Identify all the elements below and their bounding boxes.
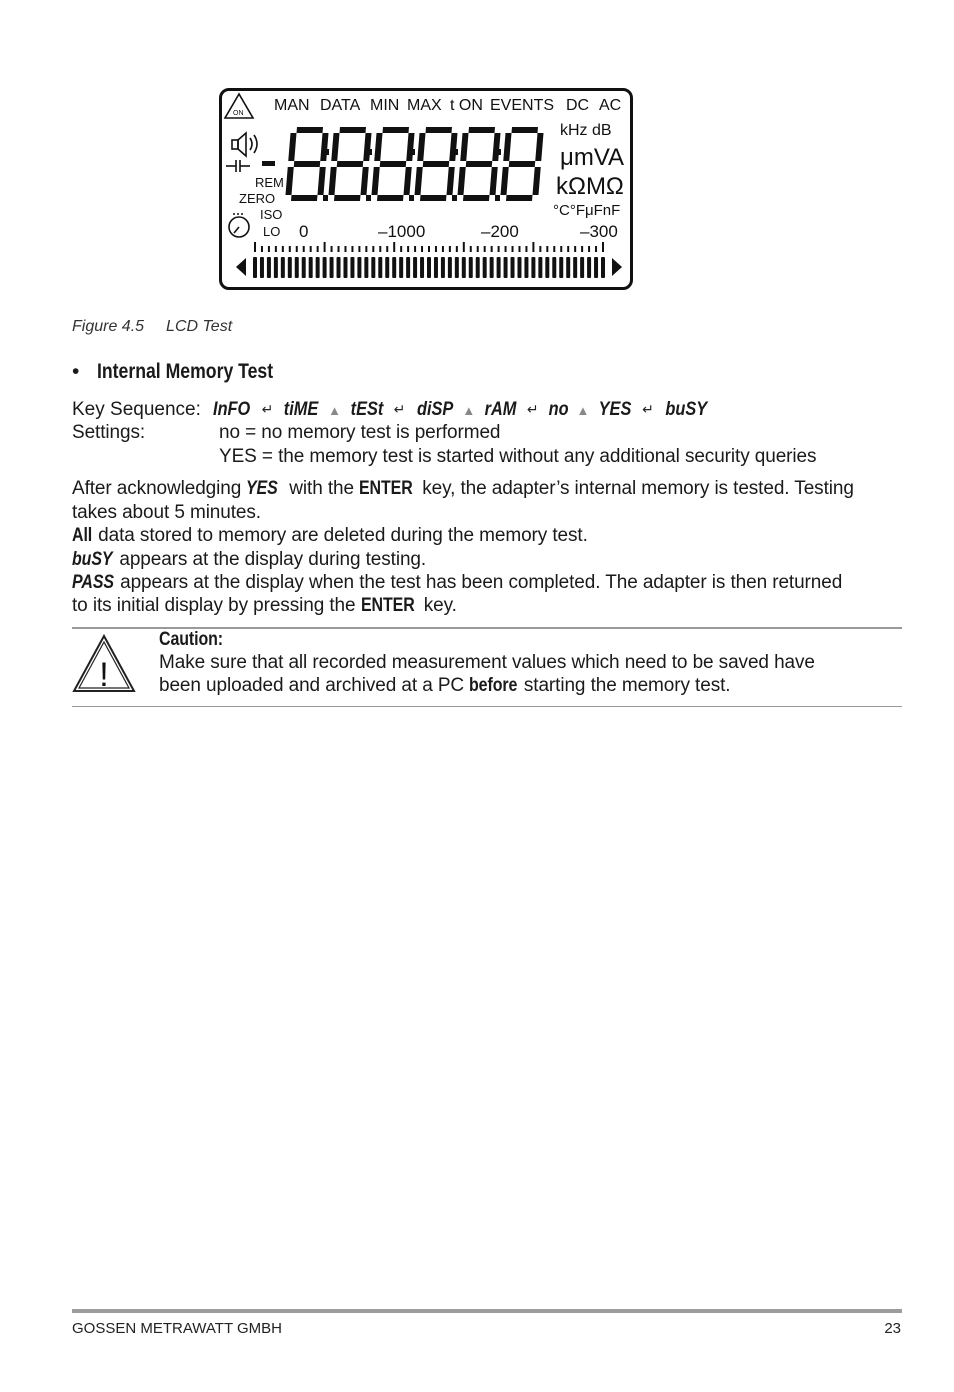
enter-key-icon: ↵: [261, 401, 274, 417]
bargraph-segment: [434, 257, 438, 278]
digit-segment: [331, 133, 339, 161]
caution-line-2: [159, 674, 730, 698]
digit-segment: [423, 161, 449, 167]
up-arrow-icon: ▲: [462, 403, 476, 418]
scale-tick: [442, 246, 444, 252]
bargraph-segment: [288, 257, 292, 278]
bargraph-segment: [531, 257, 535, 278]
bargraph-segment: [469, 257, 473, 278]
lcd-units-kohm-mohm: kΩMΩ: [556, 173, 624, 200]
digit-segment: [285, 167, 293, 195]
bargraph-segment: [406, 257, 410, 278]
bargraph-segment: [559, 257, 563, 278]
settings-label: Settings:: [72, 422, 146, 443]
paragraph-pass-cont: [72, 594, 457, 618]
bargraph-segment: [260, 257, 264, 278]
scale-tick: [400, 246, 402, 252]
pass-keyword: PASS: [72, 572, 114, 593]
digit-segment: [288, 133, 296, 161]
scale-tick: [421, 246, 423, 252]
caution-warning-icon: [72, 633, 136, 693]
scale-tick: [296, 246, 298, 252]
scale-tick: [505, 246, 507, 252]
bargraph-segment: [524, 257, 528, 278]
digit-segment: [360, 167, 368, 195]
bargraph-right-arrow-icon: [612, 258, 622, 276]
lcd-scale-0: 0: [299, 222, 309, 241]
scale-tick: [518, 246, 520, 252]
bargraph-left-arrow-icon: [236, 258, 246, 276]
scale-tick: [602, 242, 604, 252]
lcd-label-dc: DC: [566, 97, 590, 114]
decimal-point: [495, 195, 500, 201]
enter-key-icon: ↵: [393, 401, 406, 417]
bargraph-segment: [309, 257, 313, 278]
digit-segment: [363, 133, 371, 161]
digit-segment: [492, 133, 500, 161]
lcd-scale-ticks: [254, 242, 604, 252]
lcd-label-zero: ZERO: [239, 191, 276, 206]
bargraph-segment: [330, 257, 334, 278]
settings-line-yes: YES = the memory test is started without any additional security queries: [219, 446, 817, 467]
digit-segment: [371, 167, 379, 195]
digit-segment: [383, 127, 409, 133]
exclamation-glyph: !: [99, 656, 109, 693]
scale-tick: [574, 246, 576, 252]
bargraph-segment: [462, 257, 466, 278]
figure-caption: [72, 318, 232, 336]
bargraph-segment: [448, 257, 452, 278]
digit-segment: [469, 127, 495, 133]
scale-tick: [310, 246, 312, 252]
scale-tick: [456, 246, 458, 252]
text-run: key.: [418, 595, 457, 616]
bargraph-segment: [267, 257, 271, 278]
before-keyword: before: [469, 675, 518, 696]
lcd-units-khz-db: kHz dB: [560, 122, 612, 139]
scale-tick: [539, 246, 541, 252]
bargraph-segment: [399, 257, 403, 278]
bargraph-segment: [552, 257, 556, 278]
bargraph-segment: [566, 257, 570, 278]
scale-tick: [435, 246, 437, 252]
scale-tick: [338, 246, 340, 252]
scale-tick: [358, 246, 360, 252]
enter-keyword: ENTER: [360, 595, 415, 616]
digit-segment: [503, 133, 511, 161]
key-sequence-line: [72, 398, 711, 423]
digit-segment: [463, 195, 489, 201]
colon-dot: [453, 149, 458, 155]
bargraph-segment: [517, 257, 521, 278]
scale-tick: [365, 246, 367, 252]
scale-tick: [553, 246, 555, 252]
scale-tick: [386, 246, 388, 252]
key-sequence-label: Key Sequence:: [72, 399, 201, 420]
text-run: key, the adapter’s internal memory is tested. Testing: [417, 478, 854, 499]
bargraph-segment: [316, 257, 320, 278]
text-run: After acknowledging: [72, 478, 247, 499]
footer-page-number: 23: [884, 1320, 901, 1337]
busy-keyword: buSY: [72, 549, 113, 570]
scale-tick: [254, 242, 256, 252]
timer-icon: [229, 214, 249, 237]
lcd-label-ton: t ON: [450, 97, 483, 114]
digit-segment: [417, 133, 425, 161]
bargraph-segment: [490, 257, 494, 278]
lcd-scale-1000: –1000: [378, 222, 426, 241]
bargraph-segment: [504, 257, 508, 278]
digit-segment: [532, 167, 540, 195]
settings-line-no: no = no memory test is performed: [219, 422, 501, 443]
caution-title-text: Caution:: [159, 629, 224, 650]
scale-tick: [372, 246, 374, 252]
lcd-label-lo: LO: [263, 224, 281, 239]
scale-tick: [560, 246, 562, 252]
key-sequence-steps: [210, 399, 710, 420]
digit-segment: [297, 127, 323, 133]
yes-keyword: YES: [246, 478, 279, 499]
lcd-label-data: DATA: [320, 97, 361, 114]
decimal-point: [323, 195, 328, 201]
bargraph-segment: [587, 257, 591, 278]
bargraph-segment: [545, 257, 549, 278]
digit-segment: [374, 133, 382, 161]
figure-number: Figure 4.5: [72, 318, 145, 335]
bargraph-segment: [427, 257, 431, 278]
digit-segment: [535, 133, 543, 161]
digit-segment: [406, 133, 414, 161]
up-arrow-icon: ▲: [328, 403, 341, 418]
bargraph-segment: [455, 257, 459, 278]
caution-title: [159, 628, 235, 652]
text-run: with the: [284, 478, 360, 499]
bargraph-segment: [497, 257, 501, 278]
paragraph-acknowledge: [72, 477, 854, 501]
bargraph-segment: [302, 257, 306, 278]
key-step: tESt: [350, 399, 383, 420]
lcd-on-label: ON: [233, 110, 244, 117]
scale-tick: [477, 246, 479, 252]
footer-rule: [72, 1309, 902, 1313]
decimal-point: [452, 195, 457, 201]
bargraph-segment: [385, 257, 389, 278]
digit-segment: [328, 167, 336, 195]
bargraph-segment: [281, 257, 285, 278]
capacitor-icon: [226, 160, 250, 172]
lcd-label-min: MIN: [370, 97, 400, 114]
digit-segment: [489, 167, 497, 195]
paragraph-deleted: [72, 524, 588, 548]
colon-dot: [367, 149, 372, 155]
bullet: •: [72, 360, 80, 383]
digit-segment: [337, 161, 363, 167]
lcd-scale-300: –300: [580, 222, 618, 241]
digit-segment: [512, 127, 538, 133]
text-run: data stored to memory are deleted during the memory test.: [92, 525, 588, 546]
bargraph-segment: [253, 257, 257, 278]
section-heading: [72, 360, 307, 384]
scale-tick: [324, 242, 326, 252]
bargraph-segment: [364, 257, 368, 278]
scale-tick: [588, 246, 590, 252]
digit-segment: [320, 133, 328, 161]
key-step: no: [548, 399, 569, 420]
caution-bottom-rule: [72, 706, 902, 707]
footer-company: GOSSEN METRAWATT GMBH: [72, 1320, 283, 1337]
scale-tick: [407, 246, 409, 252]
lcd-label-max: MAX: [407, 97, 442, 114]
decimal-point: [409, 195, 414, 201]
bargraph-segment: [413, 257, 417, 278]
digit-segment: [466, 161, 492, 167]
colon-dot: [496, 149, 501, 155]
digit-segment: [446, 167, 454, 195]
key-step: YES: [598, 399, 632, 420]
text-run: appears at the display during testing.: [114, 549, 427, 570]
scale-tick: [484, 246, 486, 252]
text-run: appears at the display when the test has been completed. The adapter is then returned: [114, 572, 843, 593]
scale-tick: [275, 246, 277, 252]
bargraph-segment: [483, 257, 487, 278]
digit-segment: [420, 195, 446, 201]
bargraph-segment: [350, 257, 354, 278]
scale-tick: [303, 246, 305, 252]
enter-key-icon: ↵: [526, 401, 539, 417]
lcd-display-graphic: [222, 91, 630, 287]
lcd-scale-200: –200: [481, 222, 519, 241]
lcd-bargraph: [253, 257, 605, 278]
bargraph-segment: [337, 257, 341, 278]
digit-segment: [426, 127, 452, 133]
figure-title: LCD Test: [166, 318, 233, 335]
bargraph-segment: [323, 257, 327, 278]
scale-tick: [331, 246, 333, 252]
scale-tick: [581, 246, 583, 252]
scale-tick: [491, 246, 493, 252]
digit-segment: [457, 167, 465, 195]
scale-tick: [532, 242, 534, 252]
paragraph-acknowledge-cont: takes about 5 minutes.: [72, 502, 261, 523]
digit-segment: [294, 161, 320, 167]
lcd-minus-segment: [262, 161, 275, 166]
key-step: diSP: [416, 399, 453, 420]
scale-tick: [317, 246, 319, 252]
lcd-units-umva: μmVA: [560, 144, 625, 171]
bargraph-segment: [274, 257, 278, 278]
scale-tick: [261, 246, 263, 252]
scale-tick: [393, 242, 395, 252]
digit-segment: [449, 133, 457, 161]
key-step: InFO: [213, 399, 251, 420]
lcd-units-temp-cap: °C°FμFnF: [553, 202, 621, 219]
bargraph-segment: [601, 257, 605, 278]
digit-segment: [460, 133, 468, 161]
paragraph-pass: [72, 571, 842, 595]
lcd-label-ac: AC: [599, 97, 622, 114]
bargraph-segment: [538, 257, 542, 278]
lcd-label-man: MAN: [274, 97, 310, 114]
bargraph-segment: [580, 257, 584, 278]
key-step: tiME: [284, 399, 319, 420]
lcd-label-events: EVENTS: [490, 97, 555, 114]
scale-tick: [344, 246, 346, 252]
digit-segment: [414, 167, 422, 195]
bargraph-segment: [295, 257, 299, 278]
key-step: buSY: [665, 399, 708, 420]
text-run: been uploaded and archived at a PC: [159, 675, 470, 696]
bargraph-segment: [420, 257, 424, 278]
decimal-point: [366, 195, 371, 201]
scale-tick: [414, 246, 416, 252]
bargraph-segment: [594, 257, 598, 278]
key-step: rAM: [484, 399, 517, 420]
digit-segment: [291, 195, 317, 201]
scale-tick: [546, 246, 548, 252]
scale-tick: [470, 246, 472, 252]
lcd-label-rem: REM: [255, 175, 284, 190]
scale-tick: [289, 246, 291, 252]
scale-tick: [282, 246, 284, 252]
bargraph-segment: [371, 257, 375, 278]
enter-key-icon: ↵: [642, 401, 654, 417]
paragraph-busy: [72, 548, 426, 572]
bargraph-segment: [476, 257, 480, 278]
digit-segment: [506, 195, 532, 201]
bargraph-segment: [343, 257, 347, 278]
scale-tick: [567, 246, 569, 252]
colon-dot: [324, 149, 329, 155]
lcd-figure: [219, 88, 633, 290]
text-run: starting the memory test.: [518, 675, 731, 696]
enter-keyword: ENTER: [359, 478, 413, 499]
bargraph-segment: [357, 257, 361, 278]
section-title: Internal Memory Test: [97, 360, 274, 383]
scale-tick: [512, 246, 514, 252]
digit-segment: [403, 167, 411, 195]
up-arrow-icon: ▲: [576, 403, 590, 418]
lcd-digits: [285, 127, 543, 201]
digit-segment: [500, 167, 508, 195]
scale-tick: [351, 246, 353, 252]
digit-segment: [334, 195, 360, 201]
scale-tick: [379, 246, 381, 252]
bargraph-segment: [441, 257, 445, 278]
bargraph-segment: [378, 257, 382, 278]
speaker-icon: [232, 133, 257, 156]
digit-segment: [317, 167, 325, 195]
bargraph-segment: [511, 257, 515, 278]
scale-tick: [498, 246, 500, 252]
all-keyword: All: [72, 525, 93, 546]
digit-segment: [377, 195, 403, 201]
caution-line-1: Make sure that all recorded measurement values which need to be saved have: [159, 652, 815, 673]
digit-segment: [509, 161, 535, 167]
scale-tick: [428, 246, 430, 252]
bargraph-segment: [392, 257, 396, 278]
lcd-label-iso: ISO: [260, 207, 283, 222]
digit-segment: [340, 127, 366, 133]
bargraph-segment: [573, 257, 577, 278]
colon-dot: [410, 149, 415, 155]
scale-tick: [595, 246, 597, 252]
text-run: to its initial display by pressing the: [72, 595, 361, 616]
scale-tick: [449, 246, 451, 252]
scale-tick: [268, 246, 270, 252]
scale-tick: [463, 242, 465, 252]
digit-segment: [380, 161, 406, 167]
scale-tick: [525, 246, 527, 252]
